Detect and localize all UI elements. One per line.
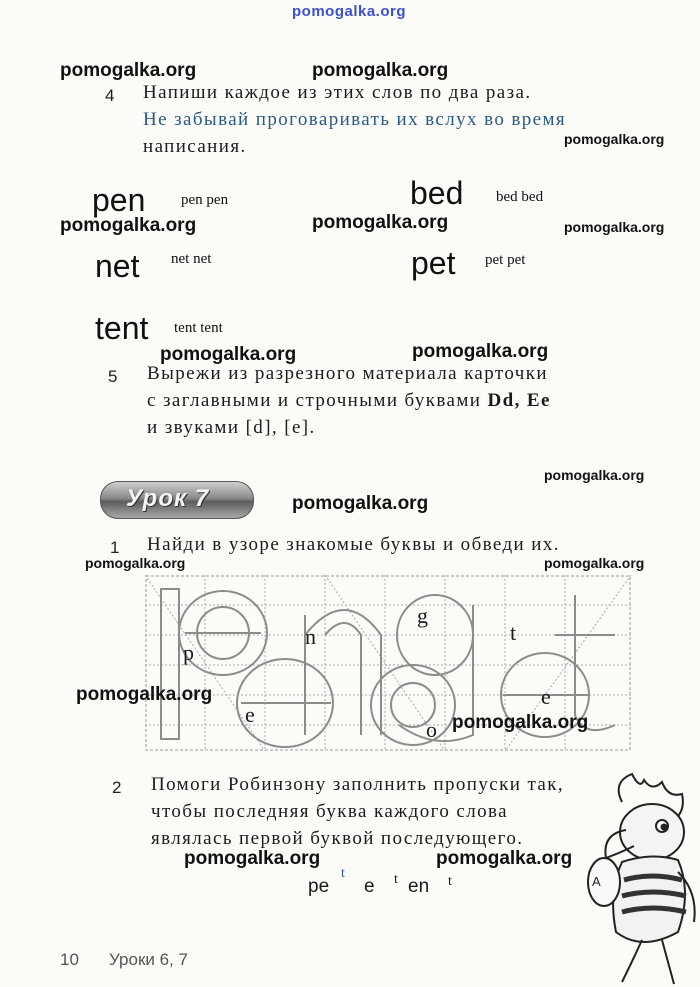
task-number: 5 <box>108 367 118 386</box>
task4-line1: Напиши каждое из этих слов по два раза. <box>143 82 532 103</box>
chain-word: e <box>364 876 375 897</box>
page-number: 10 <box>60 950 79 969</box>
word-tent: tent <box>95 310 149 346</box>
watermark: pomogalka.org <box>312 212 449 233</box>
task2-line1: Помоги Робинзону заполнить пропуски так, <box>151 774 565 795</box>
watermark: pomogalka.org <box>85 555 186 571</box>
pattern-letter-o: o <box>426 717 437 742</box>
watermark: pomogalka.org <box>60 60 197 81</box>
page-section: Уроки 6, 7 <box>109 950 188 969</box>
watermark: pomogalka.org <box>452 712 589 733</box>
task5-line1: Вырежи из разрезного материала карточки <box>147 363 548 384</box>
watermark: pomogalka.org <box>564 131 665 147</box>
word-net: net <box>95 248 140 284</box>
watermark: pomogalka.org <box>160 344 297 365</box>
answer-bed: bed bed <box>496 189 544 205</box>
watermark: pomogalka.org <box>412 341 549 362</box>
chain-fill: t <box>341 866 345 881</box>
pattern-letter-e: e <box>245 702 255 727</box>
word-bed: bed <box>410 175 464 211</box>
task1-text: Найди в узоре знакомые буквы и обведи их. <box>147 534 560 555</box>
svg-text:A: A <box>592 874 601 889</box>
answer-net: net net <box>171 251 212 267</box>
task2-line2: чтобы последняя буква каждого слова <box>151 801 508 822</box>
pattern-letter-g: g <box>417 603 428 628</box>
task5-letters: Dd, Ee <box>487 390 551 411</box>
watermark: pomogalka.org <box>76 684 213 705</box>
task4-line2: Не забывай проговаривать их вслух во время <box>143 109 567 130</box>
task-number: 4 <box>105 86 115 105</box>
answer-tent: tent tent <box>174 320 223 336</box>
chain-fill: t <box>448 874 452 889</box>
watermark: pomogalka.org <box>184 848 321 869</box>
watermark: pomogalka.org <box>312 60 449 81</box>
task4-line3: написания. <box>143 136 247 157</box>
watermark: pomogalka.org <box>436 848 573 869</box>
pattern-letter-n: n <box>305 624 316 649</box>
watermark: pomogalka.org <box>292 493 429 514</box>
pattern-letter-e: e <box>541 684 551 709</box>
task5-line2 <box>147 387 551 414</box>
pattern-letter-p: p <box>183 640 194 665</box>
task-number: 1 <box>110 538 120 557</box>
task2-line3: являлась первой буквой последующего. <box>151 828 524 849</box>
word-pen: pen <box>92 182 146 218</box>
task5-line2-text: с заглавными и строчными буквами <box>147 390 488 411</box>
chain-fill: t <box>394 872 398 887</box>
watermark-top: pomogalka.org <box>292 3 407 20</box>
watermark: pomogalka.org <box>544 467 645 483</box>
chain-word: en <box>408 876 430 897</box>
answer-pet: pet pet <box>485 252 526 268</box>
lesson-title: Урок 7 <box>126 485 210 512</box>
answer-pen: pen pen <box>181 192 229 208</box>
parrot-illustration <box>582 772 700 987</box>
watermark: pomogalka.org <box>564 219 665 235</box>
word-pet: pet <box>411 245 456 281</box>
chain-word: pe <box>308 876 330 897</box>
task-number: 2 <box>112 778 122 797</box>
pattern-letter-t: t <box>510 620 517 645</box>
task5-line3: и звуками [d], [e]. <box>147 417 316 438</box>
watermark: pomogalka.org <box>60 215 197 236</box>
watermark: pomogalka.org <box>544 555 645 571</box>
